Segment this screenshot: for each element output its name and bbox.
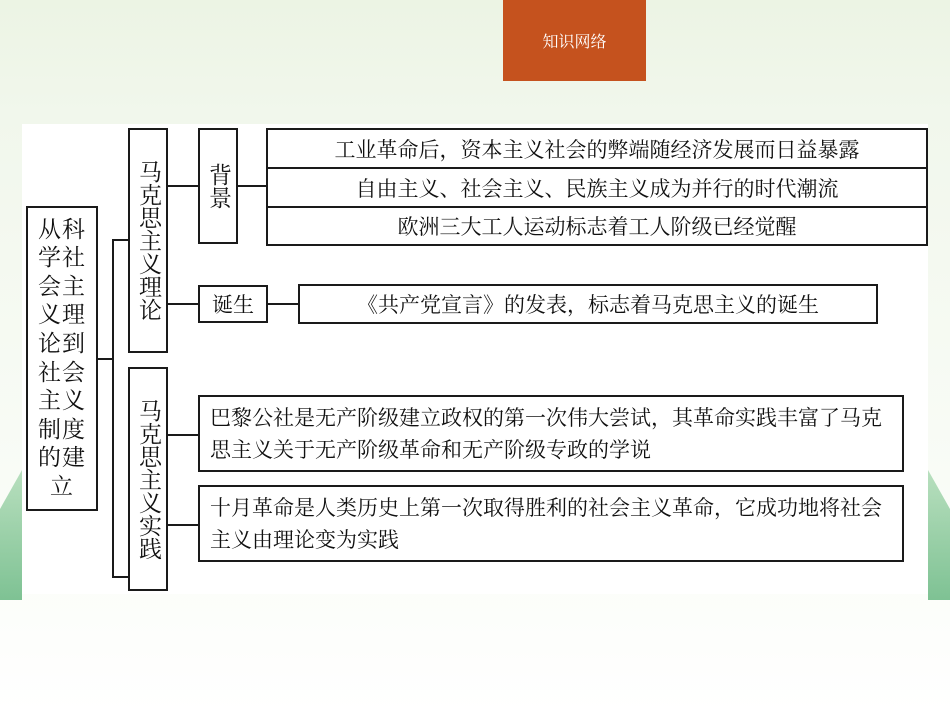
connector-practice-item-1	[168, 434, 198, 436]
birth-node	[198, 285, 268, 323]
background-item-text: 欧洲三大工人运动标志着工人阶级已经觉醒	[397, 215, 797, 239]
practice-item-text: 巴黎公社是无产阶级建立政权的第一次伟大尝试，其革命实践丰富了马克思主义关于无产阶级革命和无产阶级专政的学说	[210, 405, 882, 462]
background-item	[266, 128, 928, 169]
connector-to-practice	[112, 576, 128, 578]
connector-practice-item-2	[168, 524, 198, 526]
root-node	[26, 206, 98, 511]
background-node-label: 背景	[205, 163, 231, 209]
practice-item	[198, 485, 904, 562]
connector-root-trunk	[112, 239, 114, 577]
decoration-right	[928, 470, 950, 600]
practice-node	[128, 367, 168, 591]
connector-theory-background	[168, 185, 198, 187]
root-node-label: 从科学社会主义理论到社会主义制度的建立	[38, 216, 86, 500]
connector-birth-item	[268, 303, 298, 305]
mind-map-panel	[22, 124, 928, 594]
section-badge: 知识网络	[503, 0, 646, 81]
connector-root	[98, 358, 112, 360]
connector-background	[238, 185, 266, 187]
birth-node-label: 诞生	[212, 293, 254, 317]
background-item-text: 工业革命后，资本主义社会的弊端随经济发展而日益暴露	[334, 137, 860, 162]
connector-to-theory	[112, 239, 128, 241]
background-item	[266, 206, 928, 246]
birth-item-text: 《共产党宣言》的发表，标志着马克思主义的诞生	[357, 293, 819, 317]
theory-node-label: 马克思主义理论	[135, 160, 161, 321]
birth-item	[298, 284, 878, 324]
decoration-left	[0, 470, 22, 600]
practice-item	[198, 395, 904, 472]
background-item-text: 自由主义、社会主义、民族主义成为并行的时代潮流	[355, 176, 839, 201]
background-node	[198, 128, 238, 244]
practice-node-label: 马克思主义实践	[135, 398, 161, 560]
practice-item-text: 十月革命是人类历史上第一次取得胜利的社会主义革命，它成功地将社会主义由理论变为实践	[210, 495, 882, 552]
theory-node	[128, 128, 168, 353]
connector-theory-birth	[168, 303, 198, 305]
background-item	[266, 167, 928, 208]
